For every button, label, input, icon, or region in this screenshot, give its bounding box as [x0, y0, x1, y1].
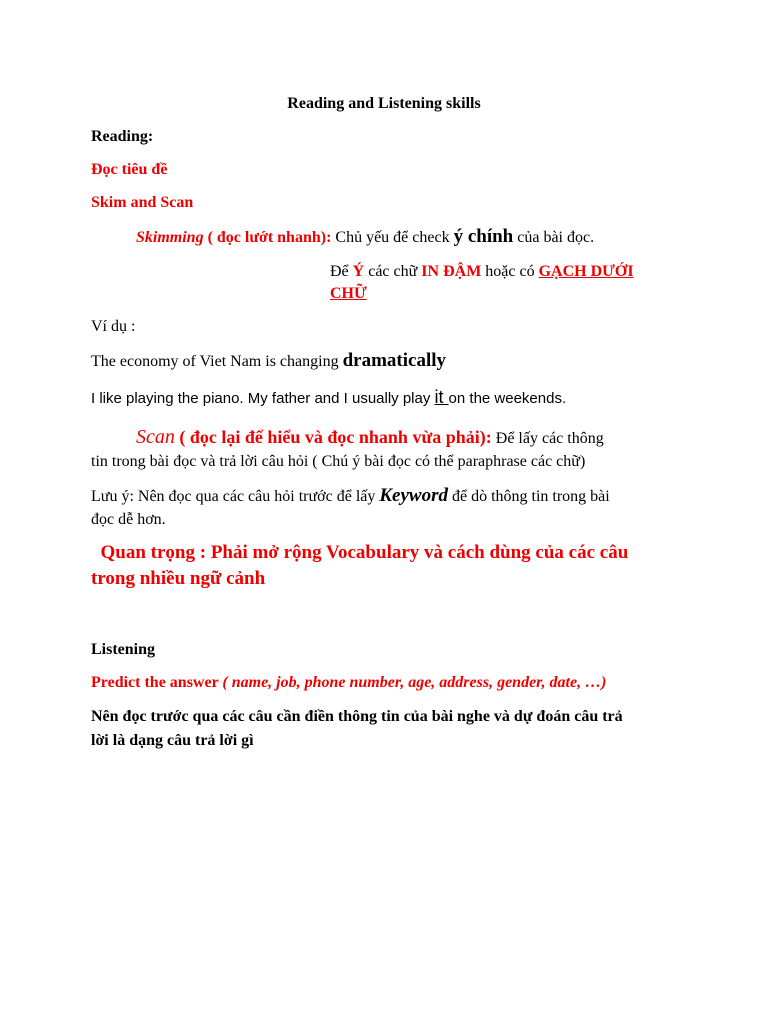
note-underline-1: GẠCH DƯỚI [538, 263, 634, 280]
example-2-text2: on the weekends. [448, 390, 567, 407]
keyword-text: Keyword [379, 485, 448, 506]
example-1-emph: dramatically [342, 350, 447, 371]
example-2-text1: I like playing the piano. My father and I usually play [91, 390, 435, 407]
listening-heading: Listening [91, 641, 156, 658]
note-mid: các chữ [364, 263, 422, 280]
document-title: Reading and Listening skills [287, 95, 481, 112]
advice-line-2: lời là dạng câu trả lời gì [91, 732, 254, 749]
skimming-line [136, 226, 594, 249]
scan-text1: Để lấy các thông [491, 430, 604, 447]
luu-y-line-2: đọc dễ hơn. [91, 511, 166, 528]
predict-label: Predict the answer [91, 674, 223, 691]
skimming-text2: của bài đọc. [513, 229, 595, 246]
skimming-emph: ý chính [453, 226, 514, 247]
vi-du: Ví dụ : [91, 318, 136, 335]
predict-line [91, 672, 606, 694]
scan-line-2: tin trong bài đọc và trả lời câu hỏi ( Chú ý bài đọc có thể paraphrase các chữ) [91, 453, 586, 470]
doc-tieu-de: Đọc tiêu đề [91, 161, 168, 178]
quan-trong-line-1: Quan trọng : Phải mở rộng Vocabulary và cách dùng của các câu [91, 542, 629, 563]
example-2-it: it [434, 387, 449, 407]
note-y: Ý [352, 263, 365, 280]
predict-examples: ( name, job, phone number, age, address, gender, date, …) [222, 674, 607, 691]
example-1 [91, 350, 446, 373]
skimming-term: Skimming [136, 229, 204, 246]
quan-trong-line-2: trong nhiều ngữ cảnh [91, 568, 266, 589]
skimming-gloss: ( đọc lướt nhanh): [203, 229, 332, 246]
note-line-1 [330, 261, 634, 283]
scan-term: Scan [136, 426, 175, 448]
note-underline-2: CHỮ [330, 285, 367, 302]
scan-line-1 [136, 426, 604, 450]
luu-y-text1: Lưu ý: Nên đọc qua các câu hỏi trước để lấy [91, 488, 380, 505]
advice-line-1: Nên đọc trước qua các câu cần điền thông tin của bài nghe và dự đoán câu trả [91, 708, 623, 725]
note-bold: IN ĐẬM [421, 263, 482, 280]
scan-gloss: ( đọc lại để hiểu và đọc nhanh vừa phải): [174, 427, 492, 447]
skim-and-scan: Skim and Scan [91, 194, 194, 211]
skimming-text1: Chủ yếu để check [331, 229, 454, 246]
luu-y-text2: để dò thông tin trong bài [447, 488, 610, 505]
example-1-text: The economy of Viet Nam is changing [91, 353, 343, 370]
luu-y-line-1 [91, 485, 610, 508]
note-prefix: Để [330, 263, 353, 280]
reading-heading: Reading: [91, 128, 154, 145]
example-2 [91, 386, 566, 410]
note-or: hoặc có [481, 263, 539, 280]
